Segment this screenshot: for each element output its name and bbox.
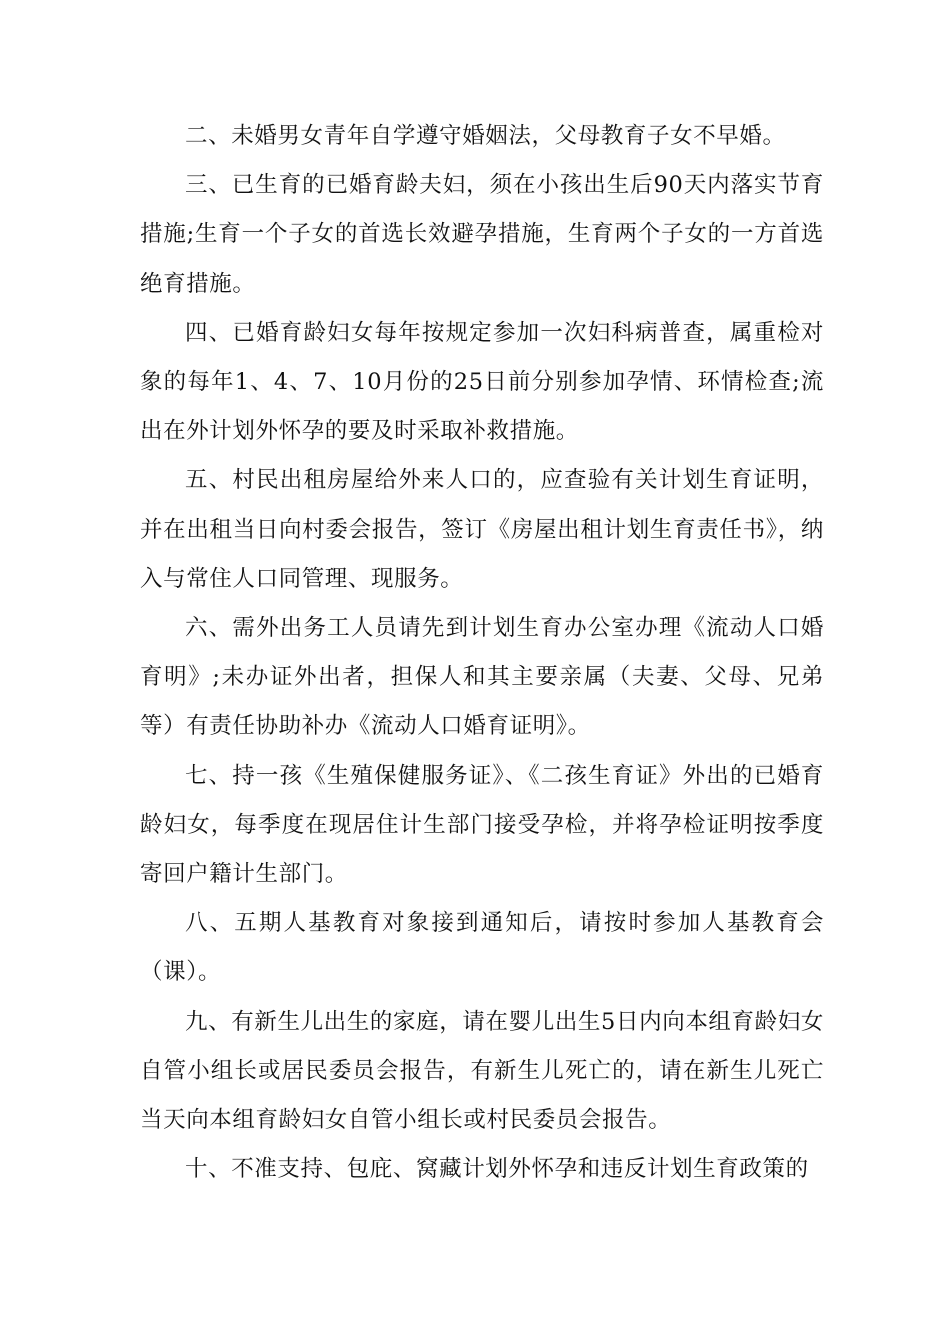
paragraph-7: 七、持一孩《生殖保健服务证》、《二孩生育证》外出的已婚育龄妇女，每季度在现居住计生部门接受孕检，并将孕检证明按季度寄回户籍计生部门。 [140, 762, 824, 888]
paragraph-4: 四、已婚育龄妇女每年按规定参加一次妇科病普查，属重检对象的每年1、4、7、10月份的25日前分别参加孕情、环情检查;流出在外计划外怀孕的要及时采取补救措施。 [140, 319, 824, 445]
paragraph-3: 三、已生育的已婚育龄夫妇，须在小孩出生后90天内落实节育措施;生育一个子女的首选长效避孕措施，生育两个子女的一方首选绝育措施。 [140, 172, 824, 297]
document-body [140, 112, 824, 1194]
paragraph-6: 六、需外出务工人员请先到计划生育办公室办理《流动人口婚育明》;未办证外出者，担保人和其主要亲属（夫妻、父母、兄弟等）有责任协助补办《流动人口婚育证明》。 [140, 615, 824, 740]
paragraph-10: 十、不准支持、包庇、窝藏计划外怀孕和违反计划生育政策的 [185, 1156, 809, 1183]
paragraph-9: 九、有新生儿出生的家庭，请在婴儿出生5日内向本组育龄妇女自管小组长或居民委员会报告，有新生儿死亡的，请在新生儿死亡当天向本组育龄妇女自管小组长或村民委员会报告。 [140, 1008, 824, 1134]
paragraph-2: 二、未婚男女青年自学遵守婚姻法，父母教育子女不早婚。 [185, 123, 786, 149]
paragraph-5: 五、村民出租房屋给外来人口的，应查验有关计划生育证明，并在出租当日向村委会报告，签订《房屋出租计划生育责任书》，纳入与常住人口同管理、现服务。 [140, 467, 824, 592]
paragraph-8: 八、五期人基教育对象接到通知后，请按时参加人基教育会（课）。 [140, 910, 824, 986]
